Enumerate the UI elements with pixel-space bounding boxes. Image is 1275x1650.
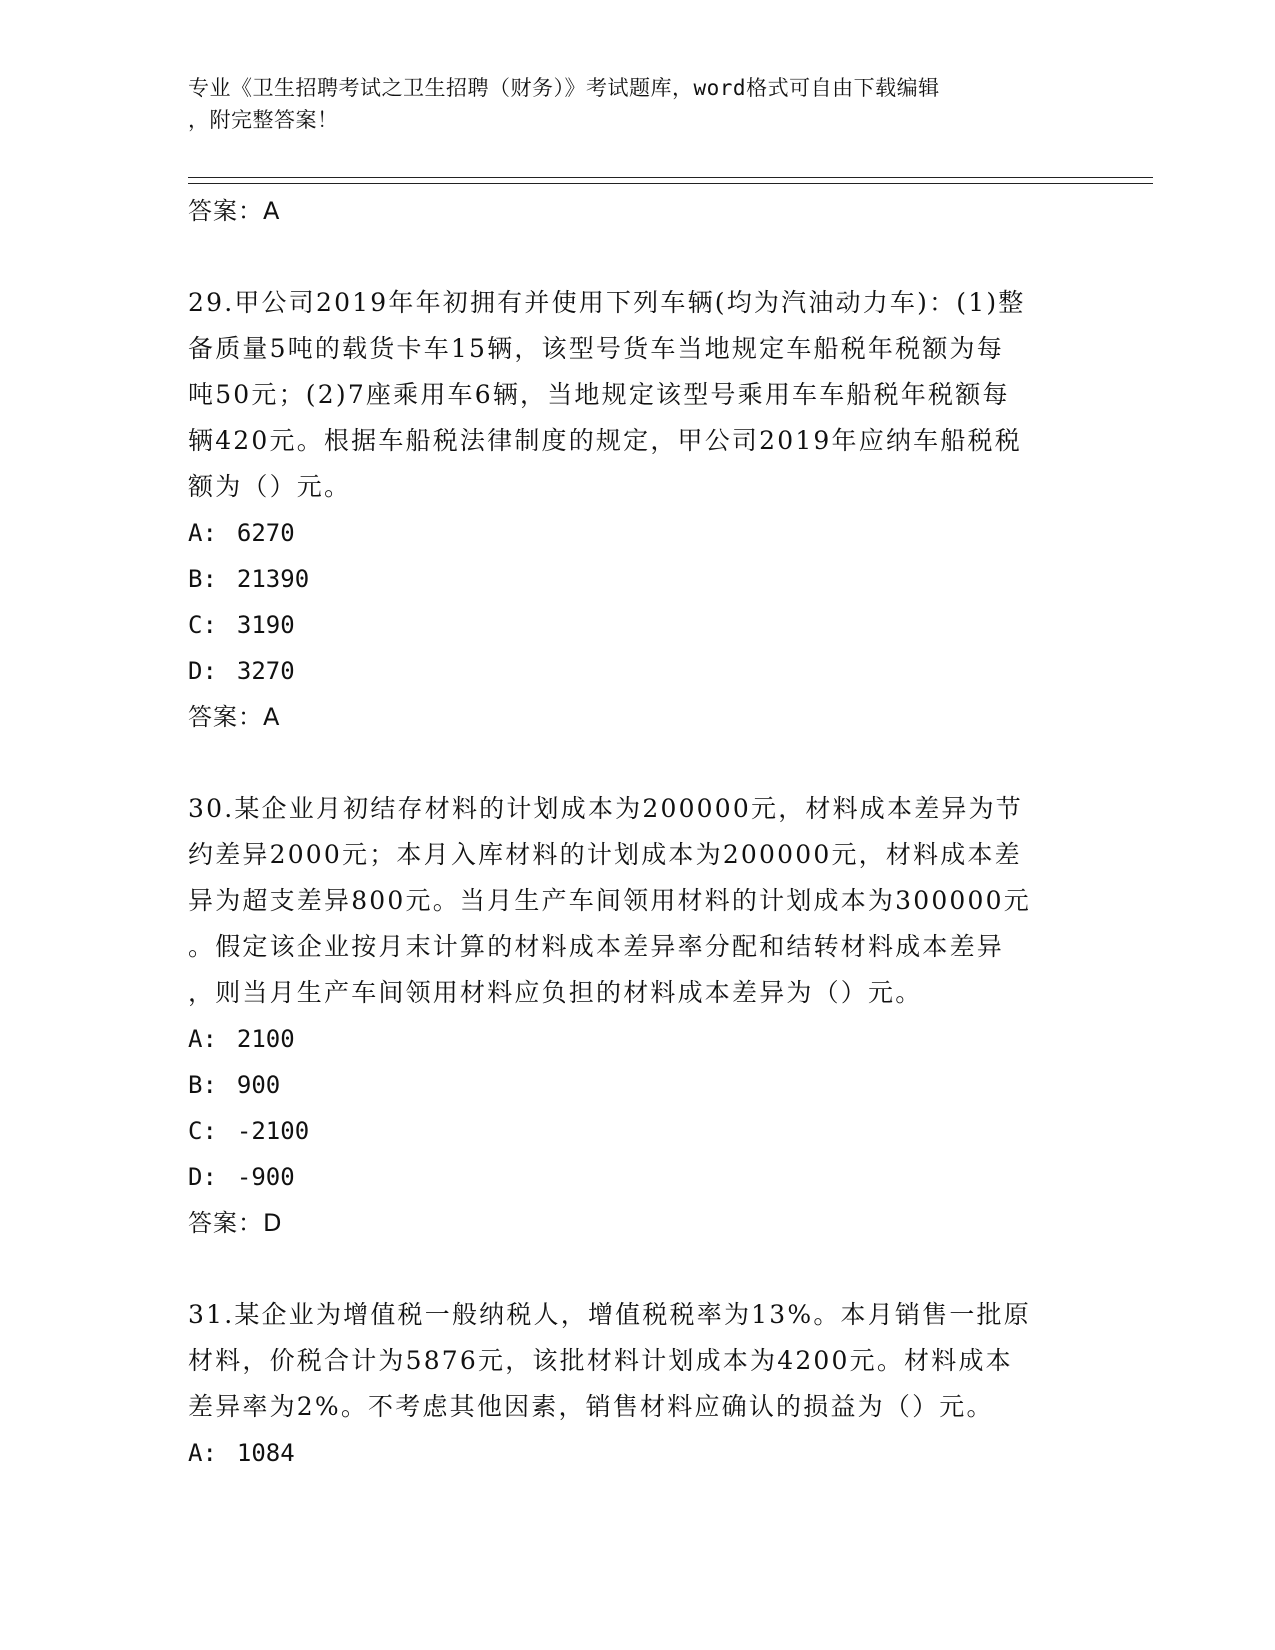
option-letter: C:: [188, 611, 217, 639]
question-text-line: 异为超支差异800元。当月生产车间领用材料的计划成本为300000元: [188, 886, 1031, 915]
option-a: [188, 510, 1088, 556]
option-d: [188, 648, 1088, 694]
question-29: [188, 280, 1088, 740]
header-rule-top: [188, 177, 1153, 178]
spacer: [188, 234, 1088, 280]
option-value: 1084: [236, 1439, 295, 1467]
option-letter: D:: [188, 1163, 217, 1191]
question-list: [188, 188, 1088, 1476]
option-value: -2100: [236, 1117, 310, 1145]
option-c: [188, 602, 1088, 648]
option-value: 900: [236, 1071, 281, 1099]
question-text-line: 材料，价税合计为5876元，该批材料计划成本为4200元。材料成本: [188, 1346, 1013, 1375]
spacer: [188, 740, 1088, 786]
question-text-line: 备质量5吨的载货卡车15辆，该型号货车当地规定车船税年税额为每: [188, 334, 1004, 363]
option-value: 3270: [236, 657, 295, 685]
question-text-line: 辆420元。根据车船税法律制度的规定，甲公司2019年应纳车船税税: [188, 426, 1022, 455]
option-letter: D:: [188, 657, 217, 685]
previous-answer: 答案：A: [188, 197, 281, 225]
answer-line: 答案：A: [188, 703, 281, 731]
question-text-line: 约差异2000元；本月入库材料的计划成本为200000元，材料成本差: [188, 840, 1022, 869]
question-text-line: 。假定该企业按月末计算的材料成本差异率分配和结转材料成本差异: [188, 932, 1005, 961]
question-text-line: 差异率为2%。不考虑其他因素，销售材料应确认的损益为（）元。: [188, 1392, 994, 1421]
option-value: -900: [236, 1163, 295, 1191]
answer-line: 答案：D: [188, 1209, 283, 1237]
option-letter: C:: [188, 1117, 217, 1145]
spacer: [188, 1246, 1088, 1292]
option-value: 2100: [236, 1025, 295, 1053]
question-text-line: ，则当月生产车间领用材料应负担的材料成本差异为（）元。: [188, 978, 923, 1007]
option-d: [188, 1154, 1088, 1200]
option-letter: B:: [188, 565, 217, 593]
question-text-line: 29.甲公司2019年年初拥有并使用下列车辆(均为汽油动力车)：(1)整: [188, 288, 1026, 317]
header-line-1: 专业《卫生招聘考试之卫生招聘（财务）》考试题库，word格式可自由下载编辑: [188, 76, 940, 100]
option-b: [188, 1062, 1088, 1108]
question-text-line: 31.某企业为增值税一般纳税人，增值税税率为13%。本月销售一批原: [188, 1300, 1031, 1329]
question-30: [188, 786, 1088, 1246]
option-value: 21390: [236, 565, 310, 593]
question-31: [188, 1292, 1088, 1476]
option-value: 6270: [236, 519, 295, 547]
option-letter: A:: [188, 1025, 217, 1053]
option-a: [188, 1016, 1088, 1062]
document-header: [188, 72, 1088, 136]
option-a: [188, 1430, 1088, 1476]
header-line-2: ，附完整答案！: [188, 108, 339, 132]
question-text-line: 额为（）元。: [188, 472, 352, 501]
option-value: 3190: [236, 611, 295, 639]
option-c: [188, 1108, 1088, 1154]
question-text-line: 吨50元；(2)7座乘用车6辆，当地规定该型号乘用车车船税年税额每: [188, 380, 1010, 409]
option-letter: A:: [188, 1439, 217, 1467]
option-letter: B:: [188, 1071, 217, 1099]
option-letter: A:: [188, 519, 217, 547]
option-b: [188, 556, 1088, 602]
header-rule-bottom: [188, 183, 1153, 184]
question-text-line: 30.某企业月初结存材料的计划成本为200000元，材料成本差异为节: [188, 794, 1023, 823]
